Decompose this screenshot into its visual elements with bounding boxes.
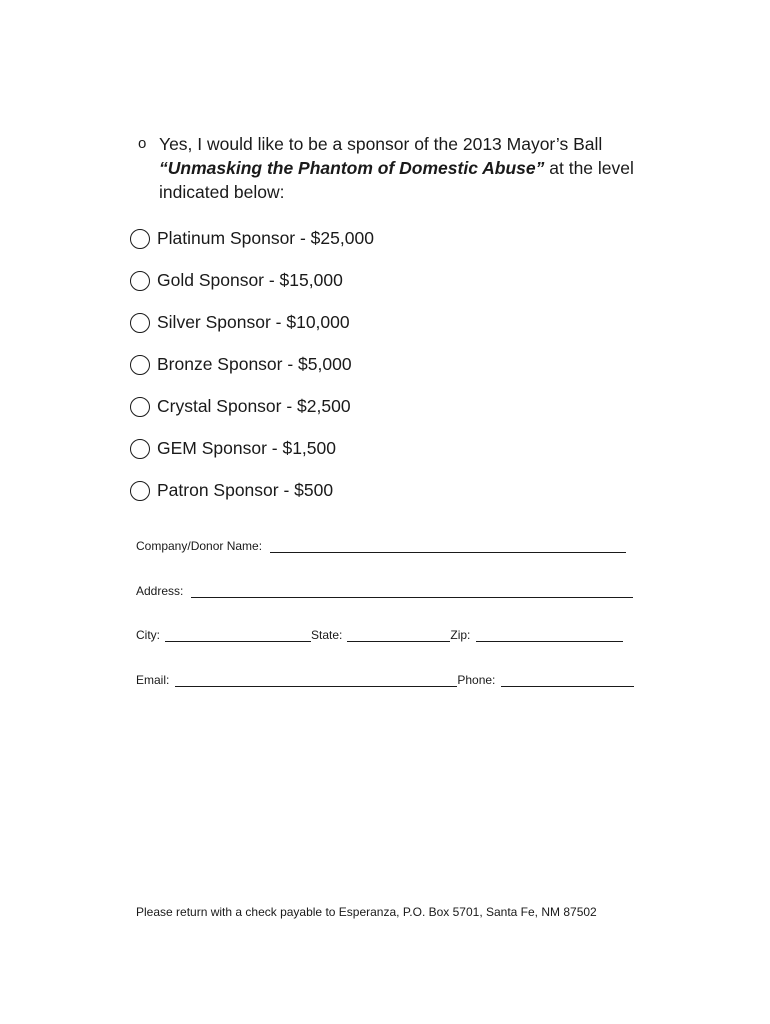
email-phone-row — [136, 673, 634, 687]
company-label: Company/Donor Name: — [136, 539, 263, 553]
sponsor-level-gold[interactable] — [130, 268, 374, 310]
sponsor-intro — [138, 132, 658, 204]
email-label: Email: — [136, 673, 170, 687]
sponsor-level-platinum[interactable] — [130, 226, 374, 268]
radio-circle-icon[interactable] — [130, 397, 150, 417]
phone-input-line[interactable] — [501, 674, 634, 687]
sponsor-level-label: Gold Sponsor - $15,000 — [157, 270, 343, 290]
company-row — [136, 539, 626, 553]
state-label: State: — [311, 628, 343, 642]
city-label: City: — [136, 628, 160, 642]
sponsor-level-label: GEM Sponsor - $1,500 — [157, 438, 336, 458]
intro-line-end: at the level indicated below: — [159, 158, 634, 202]
sponsor-level-gem[interactable] — [130, 436, 374, 478]
event-title: “Unmasking the Phantom of Domestic Abuse” — [159, 158, 545, 178]
radio-circle-icon[interactable] — [130, 355, 150, 375]
address-label: Address: — [136, 584, 184, 598]
sponsor-level-label: Crystal Sponsor - $2,500 — [157, 396, 351, 416]
sponsor-level-label: Silver Sponsor - $10,000 — [157, 312, 350, 332]
radio-circle-icon[interactable] — [130, 229, 150, 249]
sponsor-level-crystal[interactable] — [130, 394, 374, 436]
city-state-zip-row — [136, 628, 623, 642]
sponsor-level-silver[interactable] — [130, 310, 374, 352]
intro-checkbox-bullet[interactable]: o — [138, 135, 147, 152]
intro-line-start: Yes, I would like to be a sponsor of the 2013 Mayor’s Ball — [159, 134, 603, 154]
email-input-line[interactable] — [175, 674, 457, 687]
radio-circle-icon[interactable] — [130, 439, 150, 459]
zip-input-line[interactable] — [476, 629, 623, 642]
sponsor-level-label: Platinum Sponsor - $25,000 — [157, 228, 374, 248]
city-input-line[interactable] — [165, 629, 311, 642]
sponsor-level-label: Patron Sponsor - $500 — [157, 480, 334, 500]
state-input-line[interactable] — [347, 629, 450, 642]
radio-circle-icon[interactable] — [130, 271, 150, 291]
sponsor-level-list — [130, 226, 374, 520]
address-row — [136, 584, 633, 598]
zip-label: Zip: — [450, 628, 471, 642]
radio-circle-icon[interactable] — [130, 481, 150, 501]
address-input-line[interactable] — [191, 585, 633, 598]
phone-label: Phone: — [457, 673, 496, 687]
company-input-line[interactable] — [270, 540, 626, 553]
radio-circle-icon[interactable] — [130, 313, 150, 333]
sponsor-level-bronze[interactable] — [130, 352, 374, 394]
sponsor-level-patron[interactable] — [130, 478, 374, 520]
return-instructions: Please return with a check payable to Esperanza, P.O. Box 5701, Santa Fe, NM 87502 — [136, 905, 597, 919]
sponsor-level-label: Bronze Sponsor - $5,000 — [157, 354, 352, 374]
intro-text — [159, 132, 658, 204]
